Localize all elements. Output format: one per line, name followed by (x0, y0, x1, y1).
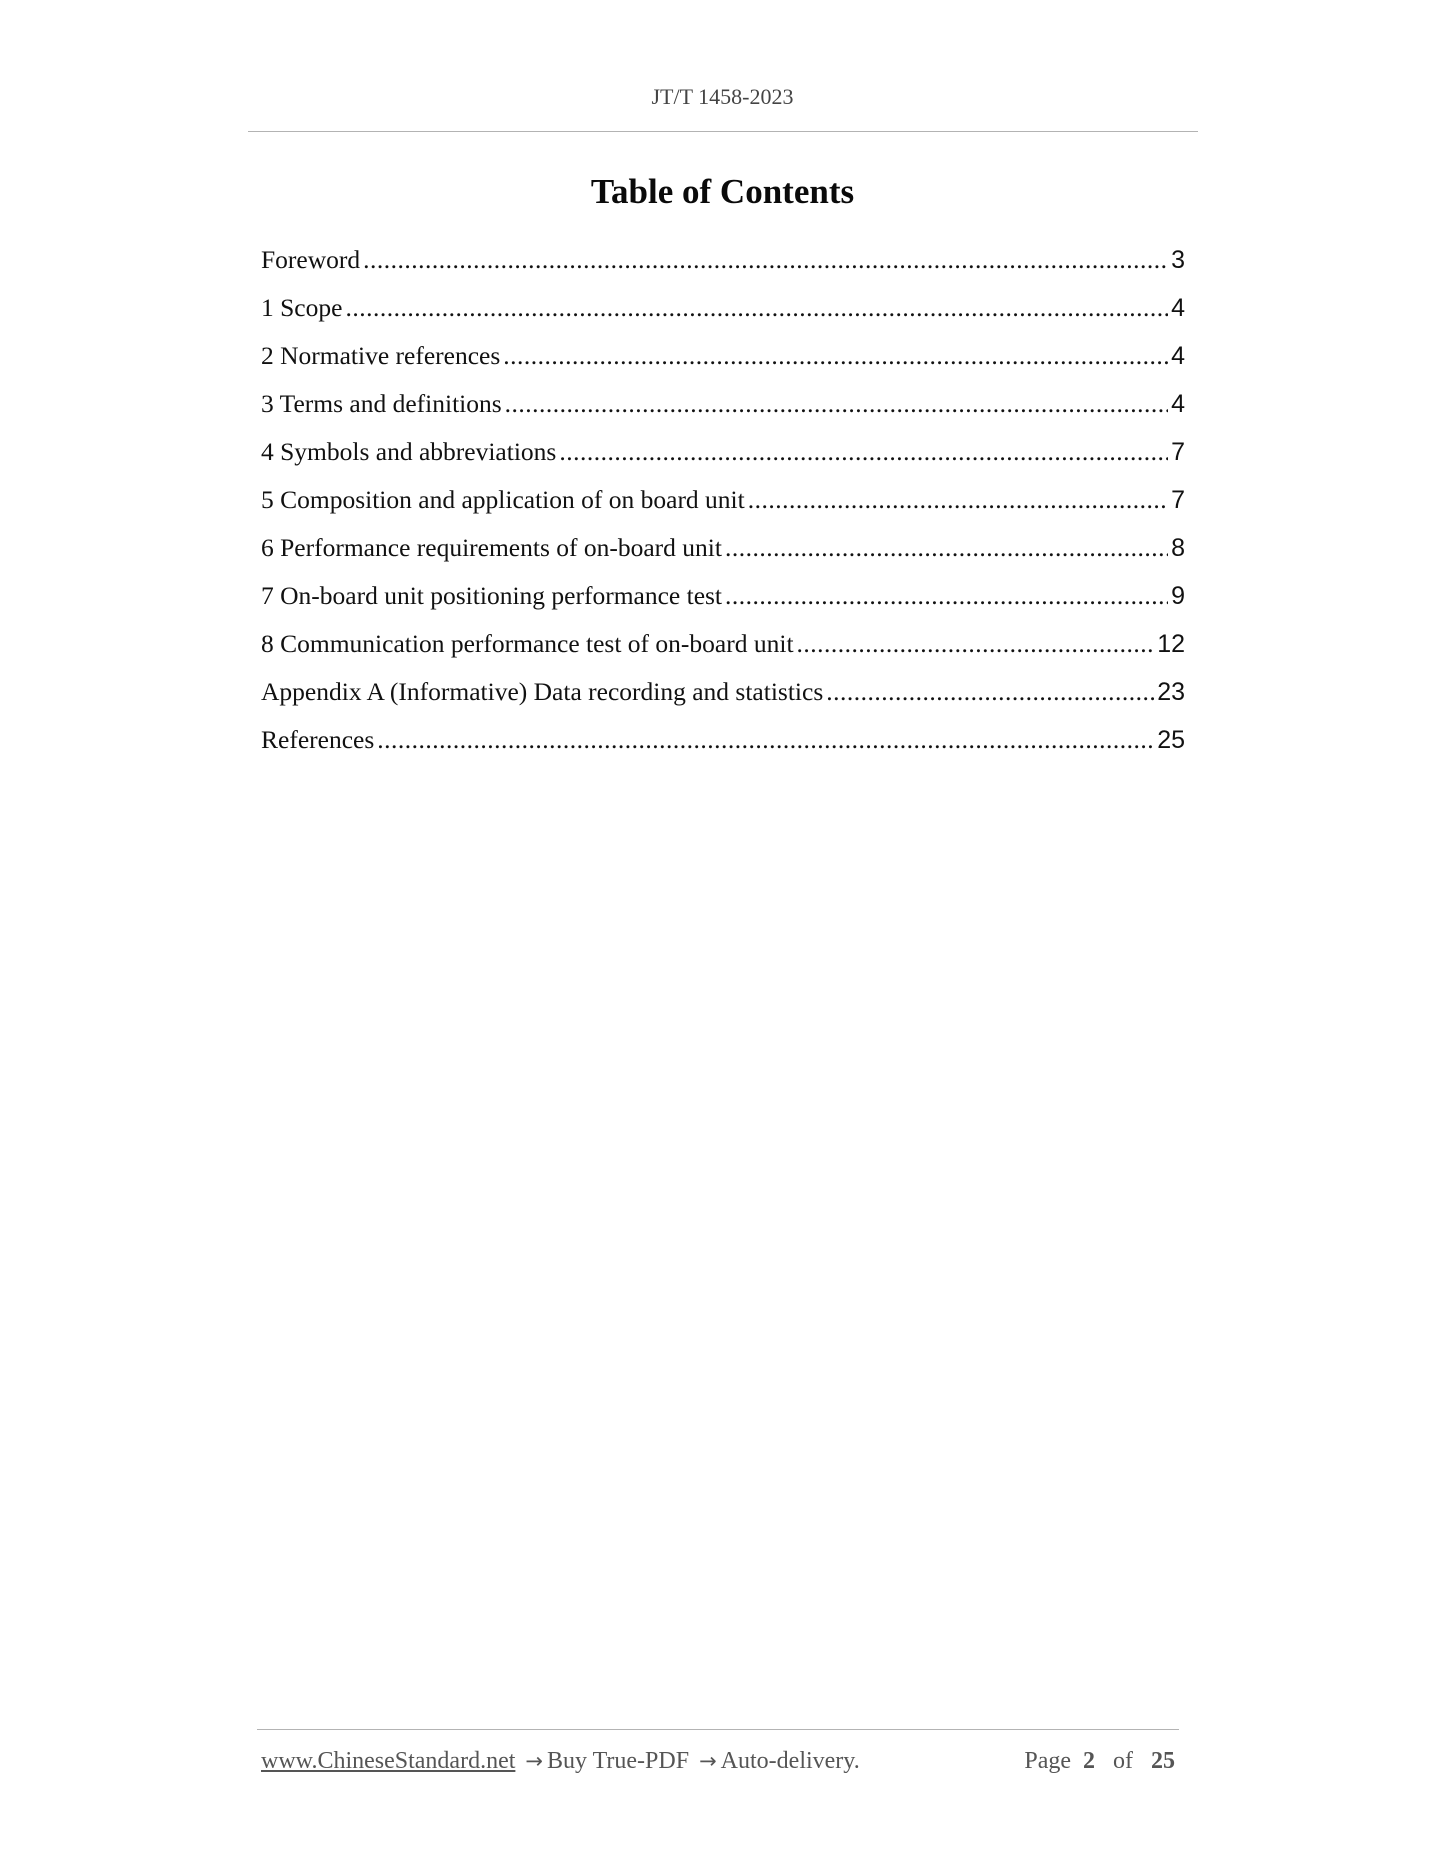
arrow-right-icon: → (525, 1749, 543, 1773)
toc-entry-page: 23 (1157, 678, 1185, 706)
buy-true-pdf-text: Buy True-PDF (547, 1748, 690, 1774)
toc-dot-leader (559, 432, 1168, 472)
toc-dot-leader (797, 624, 1155, 664)
toc-dot-leader (503, 336, 1168, 376)
toc-dot-leader (748, 480, 1168, 520)
toc-dot-leader (345, 288, 1168, 328)
toc-entry-page: 25 (1157, 726, 1185, 754)
toc-dot-leader (725, 528, 1168, 568)
arrow-right-icon: → (699, 1749, 717, 1773)
toc-entry-label: 6 Performance requirements of on-board unit (261, 533, 722, 562)
toc-entry-page: 9 (1171, 582, 1185, 610)
page-total: 25 (1151, 1748, 1175, 1774)
toc-entry-scope[interactable] (261, 288, 1185, 336)
toc-entry-page: 4 (1171, 294, 1185, 322)
toc-entry-page: 3 (1171, 246, 1185, 274)
toc-entry-label: Foreword (261, 245, 361, 274)
toc-dot-leader (377, 720, 1154, 760)
toc-entry-page: 7 (1171, 438, 1185, 466)
toc-entry-normative-references[interactable] (261, 336, 1185, 384)
toc-entry-page: 4 (1171, 390, 1185, 418)
toc-entry-label: 8 Communication performance test of on-board unit (261, 629, 794, 658)
toc-dot-leader (725, 576, 1168, 616)
toc-title: Table of Contents (590, 172, 855, 211)
toc-entry-page: 4 (1171, 342, 1185, 370)
page-current: 2 (1083, 1748, 1095, 1774)
toc-entry-performance-requirements[interactable] (261, 528, 1185, 576)
toc-entry-composition-and-application[interactable] (261, 480, 1185, 528)
site-link[interactable]: www.ChineseStandard.net (261, 1748, 516, 1774)
toc-entry-label: 7 On-board unit positioning performance test (261, 581, 723, 610)
auto-delivery-text: Auto-delivery. (720, 1748, 860, 1774)
toc-entry-label: 3 Terms and definitions (261, 389, 502, 418)
toc-dot-leader (363, 240, 1168, 280)
toc-entry-appendix-a[interactable] (261, 672, 1185, 720)
toc-entry-symbols-and-abbreviations[interactable] (261, 432, 1185, 480)
footer-divider (257, 1729, 1179, 1730)
footer-promo (261, 1748, 860, 1775)
page-number (1024, 1748, 1175, 1775)
toc-entry-page: 8 (1171, 534, 1185, 562)
toc-entry-page: 12 (1157, 630, 1185, 658)
document-code-header: JT/T 1458-2023 (651, 84, 794, 109)
toc-entry-label: 5 Composition and application of on board unit (261, 485, 745, 514)
toc-entry-label: References (261, 725, 375, 754)
toc-entry-label: 2 Normative references (261, 341, 501, 370)
toc-entry-label: Appendix A (Informative) Data recording and statistics (261, 677, 824, 706)
toc-dot-leader (826, 672, 1154, 712)
toc-entry-page: 7 (1171, 486, 1185, 514)
toc-entry-foreword[interactable] (261, 240, 1185, 288)
header-divider (248, 131, 1198, 132)
toc-entry-label: 4 Symbols and abbreviations (261, 437, 557, 466)
toc-entry-communication-performance-test[interactable] (261, 624, 1185, 672)
page-word: Page (1024, 1748, 1071, 1774)
toc-entry-positioning-performance-test[interactable] (261, 576, 1185, 624)
toc-entry-references[interactable] (261, 720, 1185, 768)
toc-entry-label: 1 Scope (261, 293, 343, 322)
of-word: of (1113, 1748, 1133, 1774)
toc-dot-leader (505, 384, 1168, 424)
toc-entry-terms-and-definitions[interactable] (261, 384, 1185, 432)
toc-list (261, 240, 1185, 768)
